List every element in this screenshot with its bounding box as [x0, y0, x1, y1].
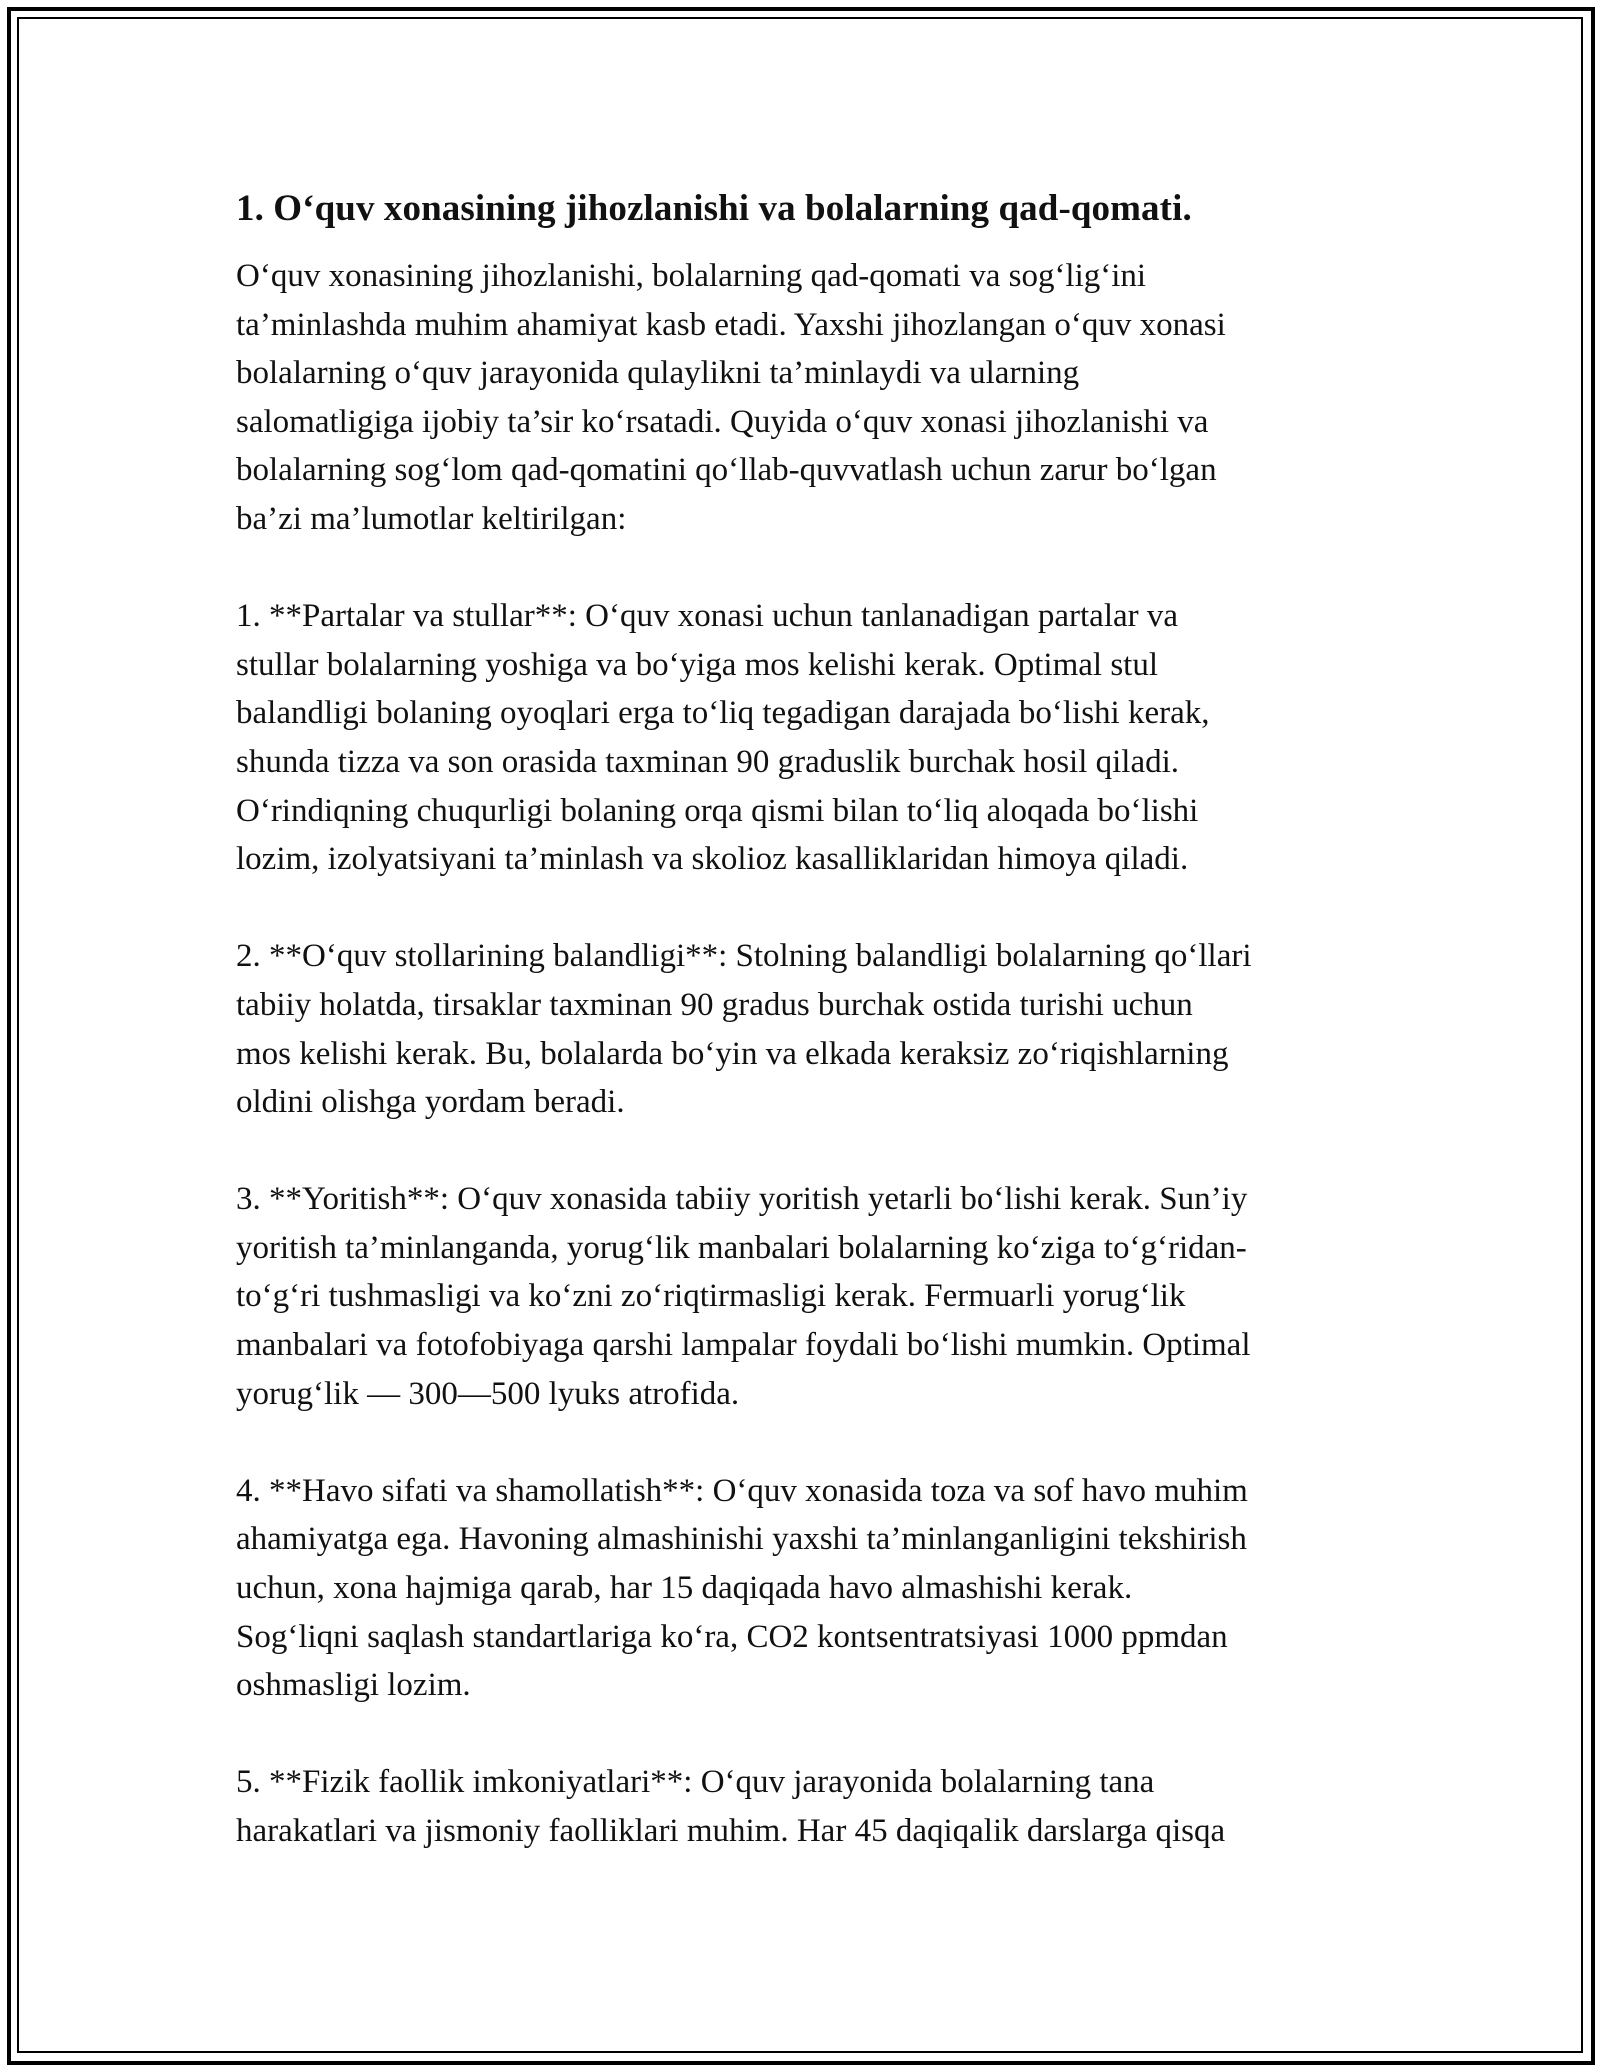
text-line: bolalarning sog‘lom qad-qomatini qo‘llab-quvvatlash uchun zarur bo‘lgan	[236, 452, 1217, 489]
text-line: balandligi bolaning oyoqlari erga to‘liq tegadigan darajada bo‘lishi kerak,	[236, 695, 1210, 732]
text-line: stullar bolalarning yoshiga va bo‘yiga mos kelishi kerak. Optimal stul	[236, 646, 1159, 683]
text-line: O‘rindiqning chuqurligi bolaning orqa qismi bilan to‘liq aloqada bo‘lishi	[236, 792, 1199, 829]
text-line: yorug‘lik — 300—500 lyuks atrofida.	[236, 1375, 740, 1412]
document-body	[236, 185, 1376, 1856]
list-item-paragraph	[236, 1467, 1376, 1710]
text-line: salomatligiga ijobiy ta’sir ko‘rsatadi. Quyida o‘quv xonasi jihozlanishi va	[236, 403, 1209, 440]
document-title: 1. O‘quv xonasining jihozlanishi va bolalarning qad-qomati.	[236, 188, 1192, 229]
text-line: tabiiy holatda, tirsaklar taxminan 90 gradus burchak ostida turishi uchun	[236, 986, 1193, 1023]
text-line: 1. **Partalar va stullar**: O‘quv xonasi uchun tanlanadigan partalar va	[236, 598, 1179, 635]
text-line: bolalarning o‘quv jarayonida qulaylikni ta’minlaydi va ularning	[236, 355, 1080, 392]
text-line: lozim, izolyatsiyani ta’minlash va skolioz kasalliklaridan himoya qiladi.	[236, 841, 1189, 878]
text-line: to‘g‘ri tushmasligi va ko‘zni zo‘riqtirmasligi kerak. Fermuarli yorug‘lik	[236, 1278, 1186, 1315]
text-line: 3. **Yoritish**: O‘quv xonasida tabiiy yoritish yetarli bo‘lishi kerak. Sun’iy	[236, 1181, 1248, 1218]
text-line: Sog‘liqni saqlash standartlariga ko‘ra, CO2 kontsentratsiyasi 1000 ppmdan	[236, 1618, 1228, 1655]
text-line: mos kelishi kerak. Bu, bolalarda bo‘yin va elkada keraksiz zo‘riqishlarning	[236, 1035, 1229, 1072]
text-line: yoritish ta’minlanganda, yorug‘lik manbalari bolalarning ko‘ziga to‘g‘ridan-	[236, 1229, 1247, 1266]
intro-paragraph	[236, 252, 1376, 544]
text-line: 2. **O‘quv stollarining balandligi**: Stolning balandligi bolalarning qo‘llari	[236, 938, 1252, 975]
text-line: 4. **Havo sifati va shamollatish**: O‘quv xonasida toza va sof havo muhim	[236, 1472, 1248, 1509]
list-item-paragraph	[236, 1758, 1376, 1855]
list-item-paragraph	[236, 1175, 1376, 1418]
text-line: shunda tizza va son orasida taxminan 90 graduslik burchak hosil qiladi.	[236, 743, 1180, 780]
text-line: ba’zi ma’lumotlar keltirilgan:	[236, 500, 627, 537]
text-line: uchun, xona hajmiga qarab, har 15 daqiqada havo almashishi kerak.	[236, 1570, 1133, 1607]
text-line: 5. **Fizik faollik imkoniyatlari**: O‘quv jarayonida bolalarning tana	[236, 1764, 1155, 1801]
text-line: ahamiyatga ega. Havoning almashinishi yaxshi ta’minlanganligini tekshirish	[236, 1521, 1247, 1558]
text-line: oldini olishga yordam beradi.	[236, 1084, 625, 1121]
text-line: O‘quv xonasining jihozlanishi, bolalarning qad-qomati va sog‘lig‘ini	[236, 258, 1147, 294]
list-item-paragraph	[236, 592, 1376, 884]
text-line: harakatlari va jismoniy faolliklari muhim. Har 45 daqiqalik darslarga qisqa	[236, 1813, 1226, 1849]
text-line: ta’minlashda muhim ahamiyat kasb etadi. Yaxshi jihozlangan o‘quv xonasi	[236, 306, 1226, 343]
text-line: oshmasligi lozim.	[236, 1667, 471, 1704]
list-item-paragraph	[236, 932, 1376, 1126]
text-line: manbalari va fotofobiyaga qarshi lampalar foydali bo‘lishi mumkin. Optimal	[236, 1327, 1251, 1364]
paragraph-list	[236, 252, 1376, 1856]
